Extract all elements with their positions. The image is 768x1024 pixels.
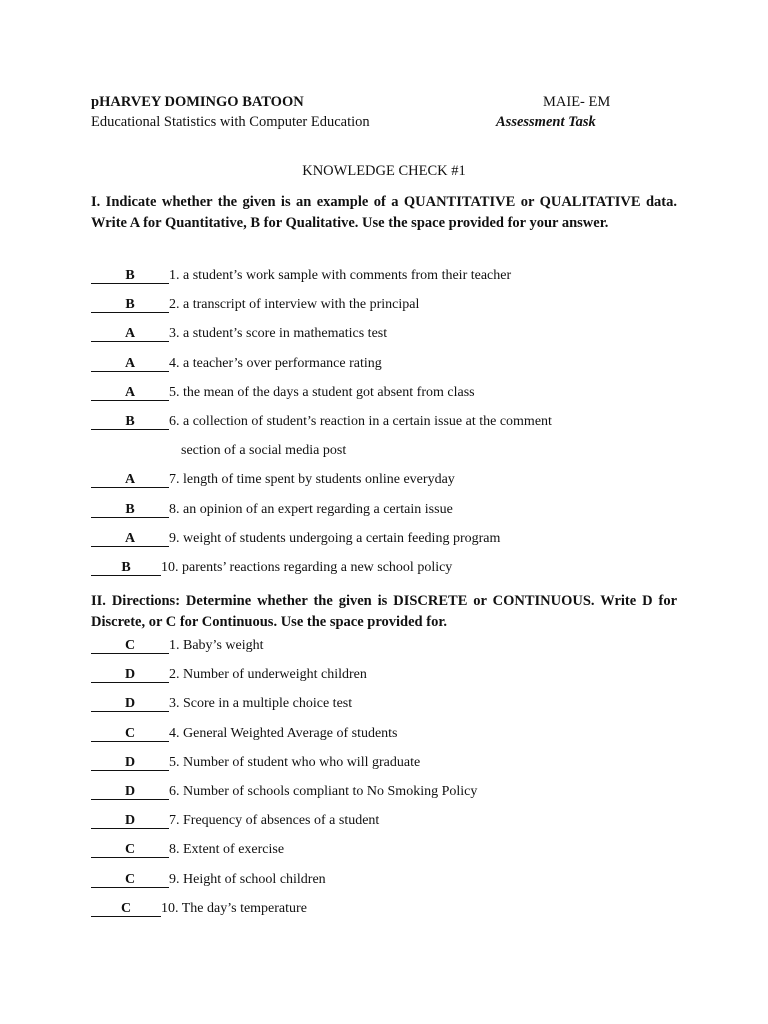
item-text: 1. Baby’s weight [169,638,264,653]
answer-blank: C [91,726,169,742]
item-text: 6. a collection of student’s reaction in a certain issue at the comment [169,413,552,429]
answer-blank: B [91,297,169,313]
list-item [91,872,477,901]
program-label: MAIE- EM [543,94,611,110]
answer-blank: C [91,901,161,917]
answer-blank: D [91,813,169,829]
list-item [91,502,552,531]
item-text: 7. Frequency of absences of a student [169,813,380,829]
answer-blank: C [91,842,169,858]
item-text: 3. a student’s score in mathematics test [169,326,388,342]
list-item [91,755,477,784]
page-title: KNOWLEDGE CHECK #1 [302,163,466,179]
list-item [91,297,552,326]
answer-blank: C [91,638,169,654]
item-text: 3. Score in a multiple choice test [169,696,353,712]
list-item [91,385,552,414]
answer-blank: B [91,502,169,518]
answer-blank: D [91,667,169,683]
item-text: 2. a transcript of interview with the principal [169,297,420,313]
list-item [91,326,552,355]
section-1-list [91,268,552,589]
item-text: 7. length of time spent by students online everyday [169,472,455,488]
answer-blank: A [91,472,169,488]
answer-blank: A [91,385,169,401]
item-text: 5. the mean of the days a student got absent from class [169,384,475,400]
item-text: 4. a teacher’s over performance rating [169,355,382,371]
list-item [91,356,552,385]
list-item [91,667,477,696]
list-item [91,813,477,842]
section-1-instructions: I. Indicate whether the given is an example of a QUANTITATIVE or QUALITATIVE data. Write A for Quantitative, B for Qualitative. Use the space provided for your answer. [91,194,677,231]
list-item [91,726,477,755]
list-item [91,696,477,725]
task-label: Assessment Task [496,114,596,130]
answer-blank: B [91,268,169,284]
answer-blank: C [91,872,169,888]
list-item [91,472,552,501]
list-item [91,268,552,297]
item-text: 2. Number of underweight children [169,667,367,683]
item-text: 8. Extent of exercise [169,842,285,858]
answer-blank: D [91,784,169,800]
section-2-instructions: II. Directions: Determine whether the given is DISCRETE or CONTINUOUS. Write D for Discrete, or C for Continuous. Use the space provided for. [91,593,677,630]
item-text: 9. weight of students undergoing a certain feeding program [169,530,501,546]
answer-blank: A [91,356,169,372]
student-name: pHARVEY DOMINGO BATOON [91,94,304,110]
answer-blank: A [91,531,169,547]
list-item [91,560,552,589]
answer-blank: D [91,755,169,771]
list-item [91,842,477,871]
item-text: 6. Number of schools compliant to No Smoking Policy [169,783,478,799]
list-item [91,901,477,930]
item-text: 10. The day’s temperature [161,900,307,916]
list-item [91,784,477,813]
item-text: 4. General Weighted Average of students [169,725,398,741]
answer-blank: B [91,414,169,430]
course-title: Educational Statistics with Computer Education [91,114,370,130]
section-2-list [91,638,477,930]
item-text: 8. an opinion of an expert regarding a certain issue [169,501,453,517]
list-item [91,531,552,560]
answer-blank: A [91,326,169,342]
list-item [91,638,477,667]
answer-blank: D [91,696,169,712]
item-text: 5. Number of student who who will graduate [169,754,421,770]
answer-blank: B [91,560,161,576]
item-continuation: section of a social media post [181,442,347,458]
item-text: 1. a student’s work sample with comments from their teacher [169,268,512,283]
item-text: 9. Height of school children [169,871,326,887]
item-text: 10. parents’ reactions regarding a new school policy [161,559,453,575]
list-item [91,414,552,472]
